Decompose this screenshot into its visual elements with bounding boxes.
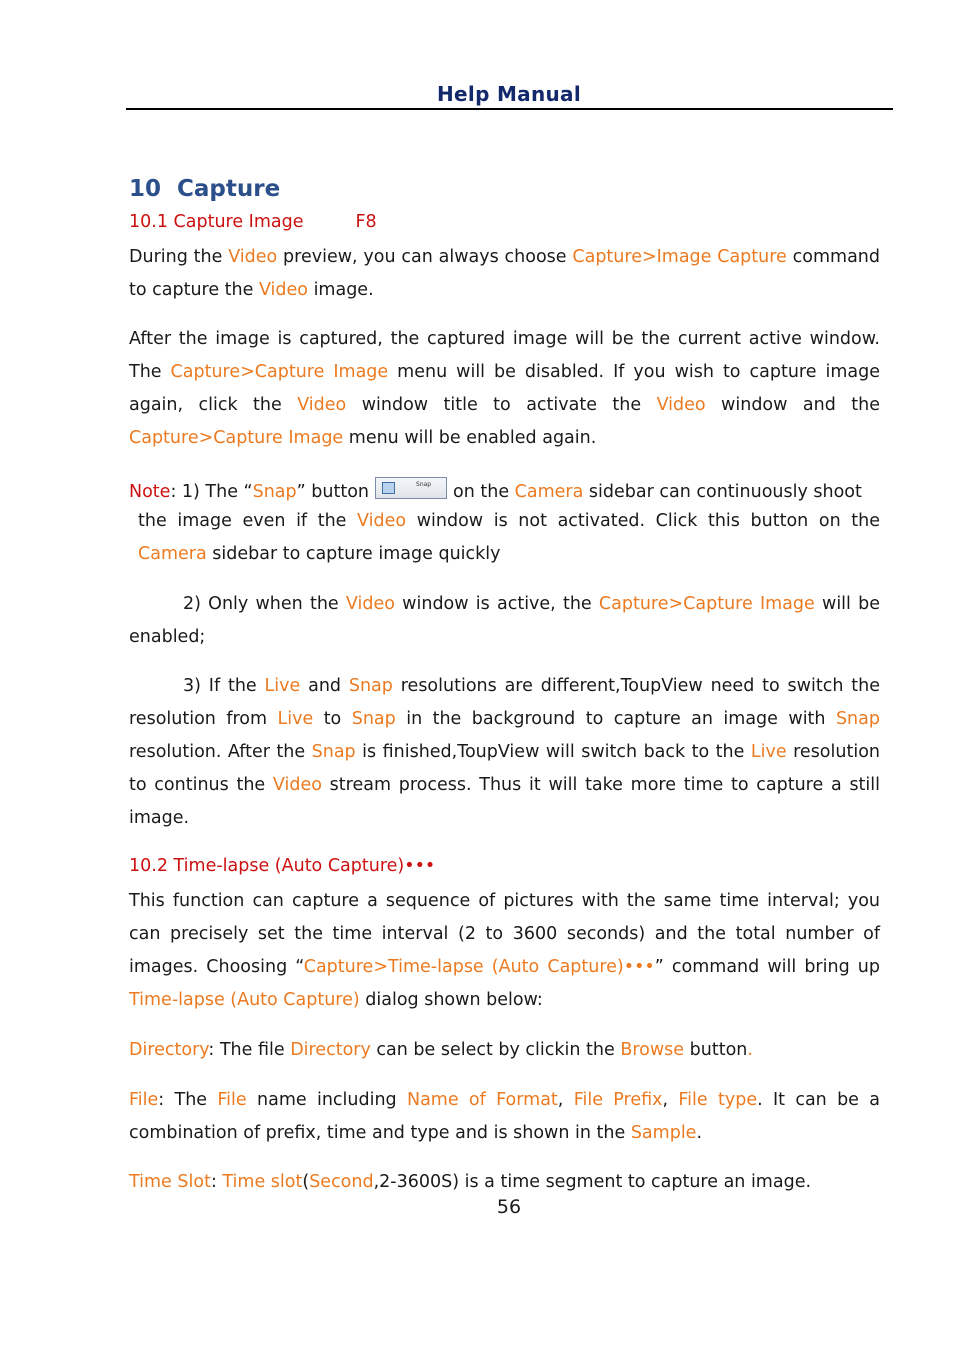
note-line-1: Note: 1) The “Snap” button Snap on the Camera sidebar can continuously shoot: [129, 476, 880, 509]
section-heading: [129, 176, 280, 202]
paragraph-time-lapse: This function can capture a sequence of pictures with the same time interval; you can precisely set the time interval (2 to 3600 seconds) and the total number of images. Choosing “Capture>Time-lapse (Auto Capture)•••” command will bring up Time-lapse (Auto Capture) dialog shown below:: [129, 891, 880, 1010]
paragraph-capture-intro: During the Video preview, you can always choose Capture>Image Capture command to capture the Video image.: [129, 247, 880, 300]
page-number: 56: [496, 1196, 522, 1218]
note-item-3: 3) If the Live and Snap resolutions are different,ToupView need to switch the resolution from Live to Snap in the background to capture an image with Snap resolution. After the Snap is finished,ToupView will switch back to the Live resolution to continus the Video stream process. Thus it will take more time to capture a still image.: [129, 676, 881, 828]
section-title: Capture: [177, 176, 281, 202]
subsection-heading-time-lapse: 10.2 Time-lapse (Auto Capture)•••: [129, 856, 436, 876]
subsection-heading-capture-image: 10.1 Capture Image F8: [129, 212, 377, 232]
snap-button-image: Snap: [375, 477, 447, 499]
paragraph-after-capture: After the image is captured, the captured image will be the current active window. The Capture>Capture Image menu will be disabled. If you wish to capture image again, click the Video window title to activate the Video window and the Capture>Capture Image menu will be enabled again.: [129, 329, 880, 448]
note-item-2: 2) Only when the Video window is active, the Capture>Capture Image will be enabled;: [129, 594, 880, 647]
shortcut-key: F8: [355, 212, 377, 232]
header-rule: [126, 108, 893, 110]
note-label: Note: [129, 482, 171, 502]
running-header: Help Manual: [437, 82, 581, 106]
paragraph-time-slot: Time Slot: Time slot(Second,2-3600S) is a time segment to capture an image.: [129, 1172, 812, 1192]
camera-icon: [382, 482, 395, 494]
paragraph-file: File: The File name including Name of Format, File Prefix, File type. It can be a combination of prefix, time and type and is shown in the Sample.: [129, 1090, 880, 1143]
section-number: 10: [129, 176, 162, 202]
paragraph-directory: Directory: The file Directory can be select by clickin the Browse button.: [129, 1040, 753, 1060]
note-line-2: the image even if the Video window is not activated. Click this button on the Camera sidebar to capture image quickly: [138, 511, 880, 564]
